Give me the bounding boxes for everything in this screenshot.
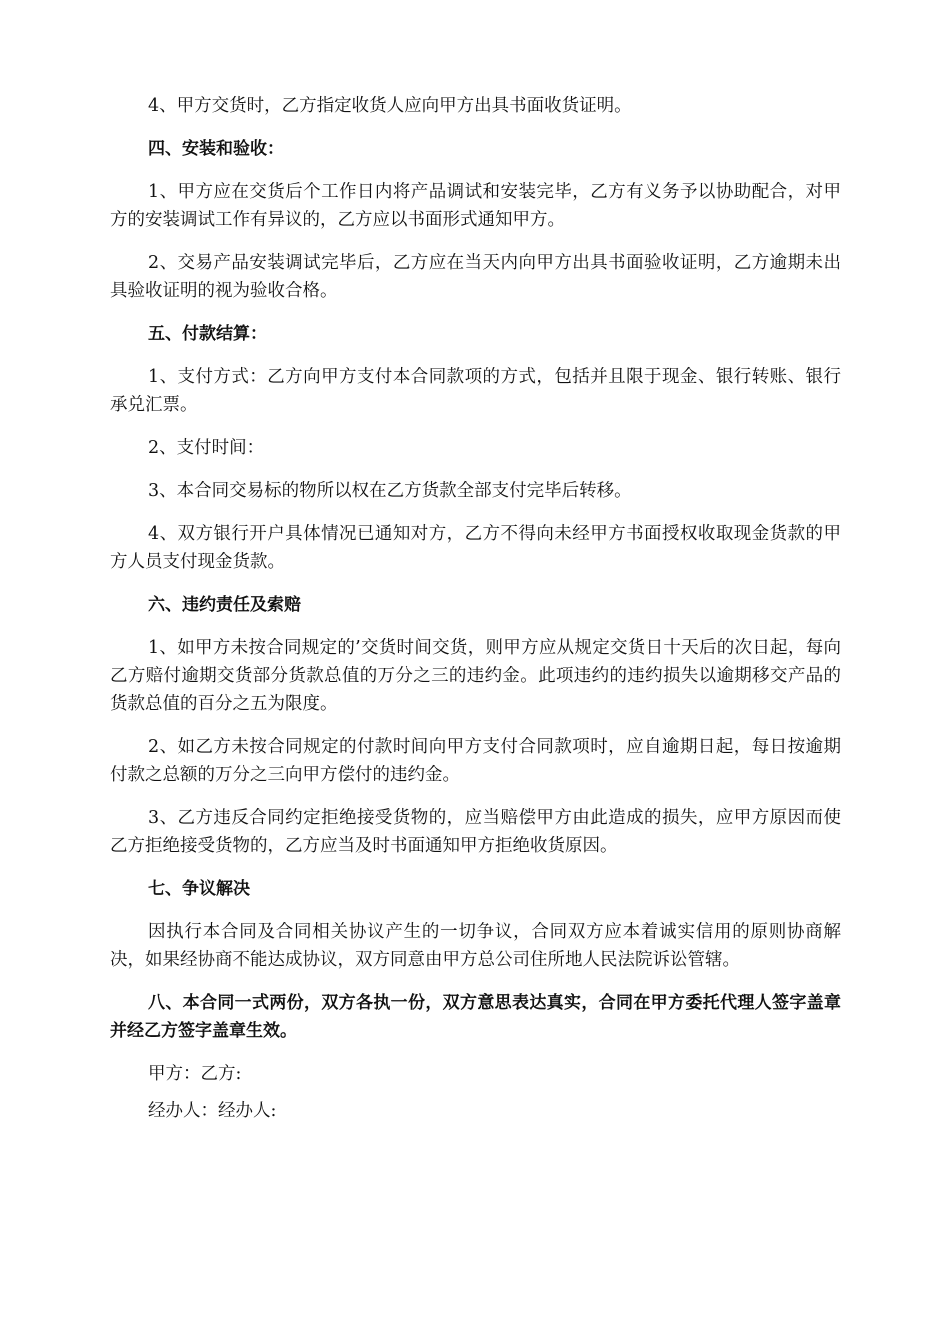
clause-5-4: 4、双方银行开户具体情况已通知对方，乙方不得向未经甲方书面授权收取现金货款的甲方人员支付现金货款。: [110, 524, 841, 572]
clause-7: 因执行本合同及合同相关协议产生的一切争议，合同双方应本着诚实信用的原则协商解决，如果经协商不能达成协议，双方同意由甲方总公司住所地人民法院诉讼管辖。: [110, 922, 841, 970]
section-8-clause: 八、本合同一式两份，双方各执一份，双方意思表达真实，合同在甲方委托代理人签字盖章并经乙方签字盖章生效。: [110, 993, 841, 1041]
clause-5-2: 2、支付时间：: [148, 438, 265, 458]
clause-6-2: 2、如乙方未按合同规定的付款时间向甲方支付合同款项时，应自逾期日起，每日按逾期付款之总额的万分之三向甲方偿付的违约金。: [110, 737, 841, 785]
clause-3-4: 4、甲方交货时，乙方指定收货人应向甲方出具书面收货证明。: [148, 96, 632, 116]
signature-handlers: 经办人：经办人:: [148, 1101, 277, 1121]
signature-parties: 甲方：乙方:: [148, 1064, 242, 1084]
document-body: [110, 92, 841, 1125]
clause-4-2: 2、交易产品安装调试完毕后，乙方应在当天内向甲方出具书面验收证明，乙方逾期未出具验收证明的视为验收合格。: [110, 253, 841, 301]
clause-5-3: 3、本合同交易标的物所以权在乙方货款全部支付完毕后转移。: [148, 481, 632, 501]
clause-6-1: 1、如甲方未按合同规定的’交货时间交货，则甲方应从规定交货日十天后的次日起，每向乙方赔付逾期交货部分货款总值的万分之三的违约金。此项违约的违约损失以逾期移交产品的货款总值的百分之五为限度。: [110, 638, 841, 714]
section-7-heading: 七、争议解决: [148, 879, 250, 899]
section-6-heading: 六、违约责任及索赔: [148, 595, 301, 615]
clause-4-1: 1、甲方应在交货后个工作日内将产品调试和安装完毕，乙方有义务予以协助配合，对甲方的安装调试工作有异议的，乙方应以书面形式通知甲方。: [110, 182, 841, 230]
clause-6-3: 3、乙方违反合同约定拒绝接受货物的，应当赔偿甲方由此造成的损失，应甲方原因而使乙方拒绝接受货物的，乙方应当及时书面通知甲方拒绝收货原因。: [110, 808, 841, 856]
section-4-heading: 四、安装和验收：: [148, 139, 284, 159]
section-5-heading: 五、付款结算：: [148, 324, 267, 344]
clause-5-1: 1、支付方式：乙方向甲方支付本合同款项的方式，包括并且限于现金、银行转账、银行承兑汇票。: [110, 367, 841, 415]
